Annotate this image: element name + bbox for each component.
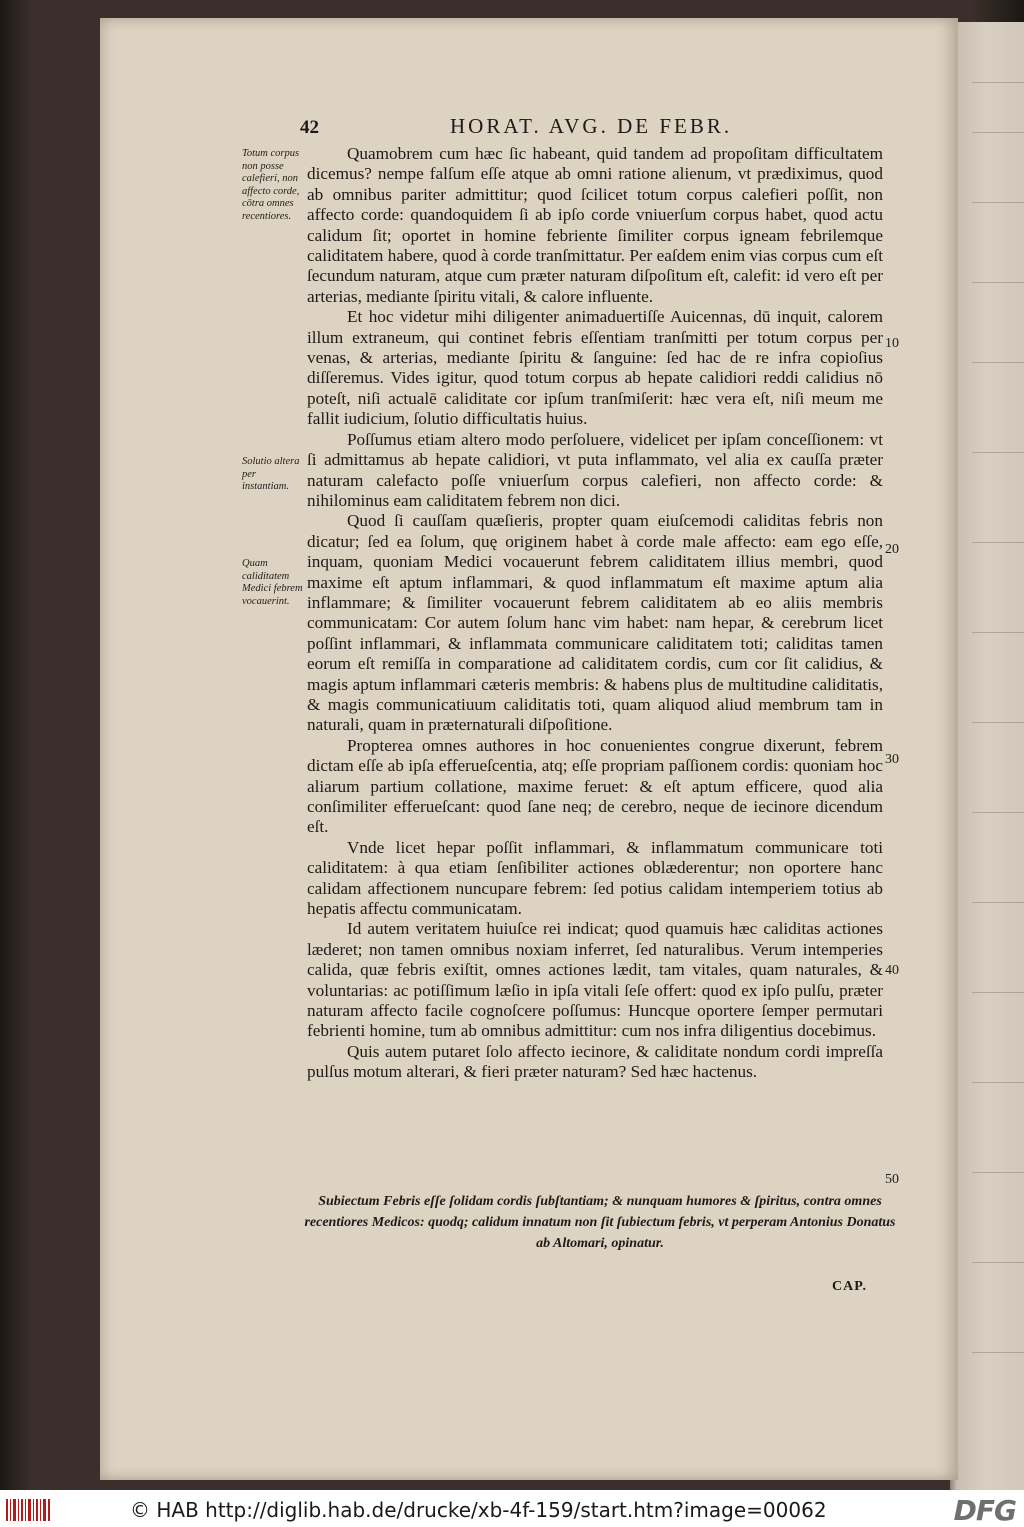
margin-note: Quam caliditatem Medici febrem vocauerint. bbox=[242, 558, 303, 607]
line-number: 40 bbox=[885, 963, 899, 978]
paragraph: Quis autem putaret ſolo affecto iecinore, & caliditate nondum cordi impreſſa pulſus motum alterari, & fieri præter naturam? Sed hæc hactenus. bbox=[307, 1041, 883, 1082]
chapter-summary: Subiectum Febris eſſe ſolidam cordis ſubſtantiam; & nunquam humores & ſpiritus, contra omnes recentiores Medicos: quodq; calidum innatum non ſit ſubiectum febris, vt perperam Antonius Donatus ab Altomari, opinatur. bbox=[304, 1194, 896, 1251]
footer-bar bbox=[0, 1490, 1024, 1527]
barcode-icon bbox=[6, 1499, 50, 1521]
paragraph: Quamobrem cum hæc ſic habeant, quid tandem ad propoſitam difficultatem dicemus? nempe falſum eſſe atque ab omni ratione alienum, vt prædiximus, quod ab omnibus pariter admittitur; quod ſcilicet totum corpus calefieri poſſit, non affecto corde: quandoquidem ſi ab ipſo corde vniuerſum corpus habet, quod actu calidum ſit; oportet in homine febriente ſimiliter corpus igneam febrilemque caliditatem habere, quod à corde tranſmittatur. Per eaſdem enim vias corpus cum eſt ſecundum naturam, atque cum præter naturam diſpoſitum eſt, calefit: id vero eſt per arterias, mediante ſpiritu vitali, & calore influente. bbox=[307, 144, 883, 306]
running-head bbox=[300, 114, 940, 140]
dfg-logo: DFG bbox=[953, 1494, 1016, 1527]
facing-page-edge bbox=[950, 22, 1024, 1490]
catchword: CAP. bbox=[832, 1279, 867, 1294]
margin-note: Solutio altera per instantiam. bbox=[242, 456, 300, 492]
paragraph: Vnde licet hepar poſſit inflammari, & inflammatum communicare toti caliditatem: à qua etiam ſenſibiliter actiones oblæderentur; non oportere hanc calidam affectionem nuncupare febrem: ſed potius calidam intemperiem totius ab hepatis affectu communicatam. bbox=[307, 837, 883, 919]
body-text bbox=[307, 144, 883, 1083]
line-number: 30 bbox=[885, 752, 899, 767]
copyright-link[interactable]: © HAB http://diglib.hab.de/drucke/xb-4f-159/start.htm?image=00062 bbox=[130, 1498, 827, 1522]
paragraph: Id autem veritatem huiuſce rei indicat; quod quamuis hæc caliditas actiones læderet; non tamen omnibus noxiam inferret, ſed naturalibus. Verum intemperies calida, quæ febris exiſtit, omnes actiones lædit, tam vitales, quam naturales, & voluntarias: ac potiſſimum læſio in ipſa vitali ſeſe offert: quod ex ipſo pulſu, præter naturam affecto facile cognoſcere poſſumus: Huncque oportere ſemper permutari febrienti homine, tum ab omnibus admittitur: cum nos infra diligentius docebimus. bbox=[307, 919, 883, 1041]
line-number: 50 bbox=[885, 1172, 899, 1187]
paragraph: Et hoc videtur mihi diligenter animaduertiſſe Auicennas, dū inquit, calorem illum extraneum, qui continet febris eſſentiam tranſmitti per totum corpus per venas, & arterias, mediante ſpiritu & ſanguine: ſed hac de re infra copioſius diſſeremus. Vides igitur, quod totum corpus ab hepate calidiori reddi calidius nō poteſt, niſi actualē caliditate cor ipſum tranſmiſerit: hæc vera eſt, niſi meum me fallit iudicium, ſolutio difficultatis huius. bbox=[307, 307, 883, 429]
paragraph: Poſſumus etiam altero modo perſoluere, videlicet per ipſam conceſſionem: vt ſi admittamus ab hepate calidiori, vt puta inflammato, vel alia ex cauſſa præter naturam calefacto poſſe vniuerſum corpus calefieri, non affecto corde: & nihilominus eam caliditatem febrem non dici. bbox=[307, 429, 883, 510]
paragraph: Propterea omnes authores in hoc conuenientes congrue dixerunt, febrem dictam eſſe ab ipſa efferueſcentia, atq; eſſe propriam paſſionem cordis: quoniam hoc aliarum partium collatione, maxime feruet: & eſt aptum efficere, quod alia conſimiliter efferueſcant: quod ſane neq; de cerebro, neque de iecinore dicendum eſt. bbox=[307, 735, 883, 837]
running-head-title: HORAT. AVG. DE FEBR. bbox=[450, 114, 733, 138]
line-number: 10 bbox=[885, 336, 899, 351]
page-number: 42 bbox=[300, 117, 319, 138]
paragraph: Quod ſi cauſſam quæſieris, propter quam eiuſcemodi caliditas febris non dicatur; ſed ea ſolum, quę originem habet à corde male affecto: eam ego eſſe, inquam, quoniam Medici vocauerunt febrem caliditatem illius membri, quod maxime eſt aptum inflammari, & quod inflammatum eſt maxime aptum alia inflammare; & ſimiliter vocauerunt febrem caliditatem ab eo aliis membris communicatam: Cor autem ſolum hanc vim habet: nam hepar, & cerebrum licet poſſint inflammari, & inflammata communicare caliditatem toti; caliditas tamen eorum eſt remiſſa in comparatione ad caliditatem cordis, cum cor ſit calidius, & magis aptum inflammari cæteris membris: & habens plus de multitudine caliditatis, & magis communicatiuum caliditatis toti, quam aliquod aliud membrum tam in naturali, quam in præternaturali diſpoſitione. bbox=[307, 511, 883, 735]
margin-note: Totum corpus non posse calefieri, non affecto corde, cōtra omnes recentiores. bbox=[242, 148, 300, 222]
line-number: 20 bbox=[885, 542, 899, 557]
